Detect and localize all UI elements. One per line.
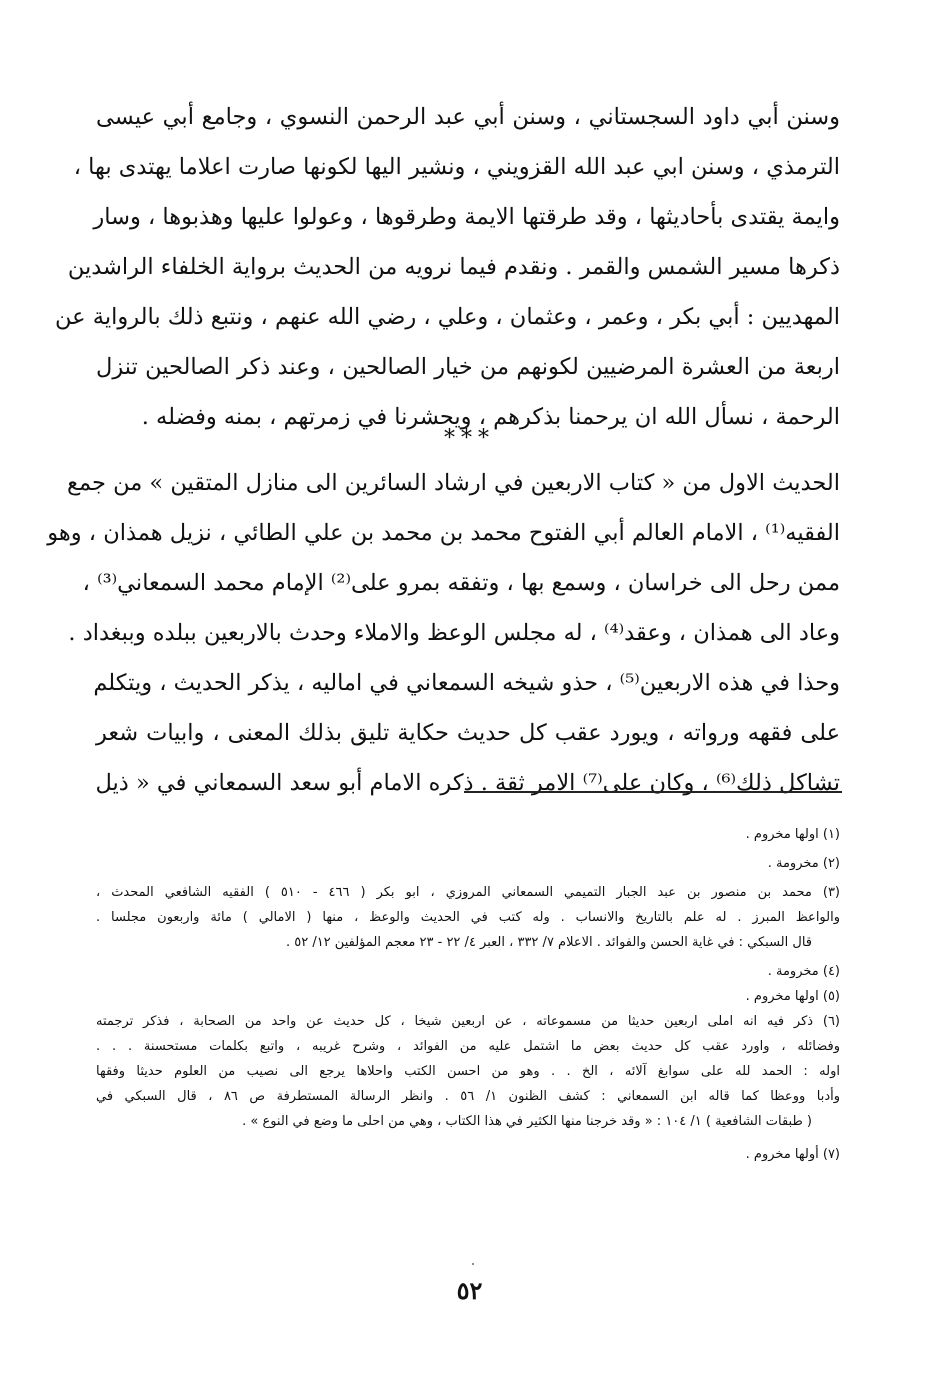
footnote-1: (١) اولها مخروم . — [745, 827, 840, 842]
text-line: وحذا في هذه الاربعين⁽⁵⁾ ، حذو شيخه السمعاني في اماليه ، يذكر الحديث ، ويتكلم — [93, 670, 840, 696]
footnote-3-line: والواعظ المبرز . له علم بالتاريخ والانساب . وله كتب في الحديث والوعظ ، منها ( الامالي ) مائة واربعون مجلسا . — [96, 910, 840, 925]
footnotes — [96, 822, 840, 1167]
page-number: ٥٢ — [456, 1276, 483, 1305]
footnote-divider — [464, 791, 842, 793]
text-line: ممن رحل الى خراسان ، وسمع بها ، وتفقه بمرو على⁽²⁾ الإمام محمد السمعاني⁽³⁾ ، — [82, 570, 840, 596]
text-line: وايمة يقتدى بأحاديثها ، وقد طرقتها الايمة وطرقوها ، وعولوا عليها وهذبوها ، وسار — [93, 204, 840, 230]
text-line: وعاد الى همذان ، وعقد⁽⁴⁾ ، له مجلس الوعظ والاملاء وحدث بالاربعين ببلده وببغداد . — [68, 620, 840, 646]
text-line: الحديث الاول من « كتاب الاربعين في ارشاد السائرين الى منازل المتقين » من جمع — [67, 470, 840, 496]
footnote-6-line: وفضائله ، واورد عقب كل حديث بعض ما اشتمل عليه من الفوائد ، وشرح غريبه ، واتبع بكلمات مستحسنة . . . — [96, 1039, 840, 1054]
footnote-6-line: ( طبقات الشافعية ) ١/ ١٠٤ : « وقد خرجنا منها الكثير في هذا الكتاب ، وهي من احلى ما وضع في النوع » . — [242, 1114, 812, 1129]
footnote-6-line: وأدبا ووعظا كما قاله ابن السمعاني : كشف الظنون ١/ ٥٦ . وانظر الرسالة المستطرفة ص ٨٦ ، قال السبكي في — [96, 1089, 840, 1104]
footnote-6-line: (٦) ذكر فيه انه املى اربعين حديثا من مسموعاته ، عن اربعين شيخا ، كل حديث عن واحد من الصحابة ، فذكر ترجمته — [96, 1014, 840, 1029]
text-line: وسنن أبي داود السجستاني ، وسنن أبي عبد الرحمن النسوي ، وجامع أبي عيسى — [96, 104, 840, 130]
text-line: الرحمة ، نسأل الله ان يرحمنا بذكرهم ، ويحشرنا في زمرتهم ، بمنه وفضله . — [141, 404, 840, 430]
footnote-4: (٤) مخرومة . — [767, 964, 840, 979]
footnote-6-line: اوله : الحمد لله على سوابغ آلائه ، الخ . . وهو من احسن الكتب واحلاها يرجع الى نصيب من العلوم حديثا وفقها — [96, 1064, 840, 1079]
text-line: على فقهه ورواته ، ويورد عقب كل حديث حكاية تليق بذلك المعنى ، وابيات شعر — [96, 720, 840, 746]
paragraph-first-hadith — [47, 458, 840, 808]
footnote-7: (٧) أولها مخروم . — [745, 1147, 840, 1162]
footnote-5: (٥) اولها مخروم . — [745, 989, 840, 1004]
text-line: الفقيه⁽¹⁾ ، الامام العالم أبي الفتوح محمد بن محمد بن علي الطائي ، نزيل همذان ، وهو — [47, 520, 840, 546]
text-line: الترمذي ، وسنن ابي عبد الله القزويني ، ونشير اليها لكونها صارت اعلاما يهتدى بها ، — [73, 154, 840, 180]
footnote-3-line: (٣) محمد بن منصور بن عبد الجبار التميمي السمعاني المروزي ، ابو بكر ( ٤٦٦ - ٥١٠ ) الفقيه الشافعي المحدث ، — [96, 885, 840, 900]
text-line: اربعة من العشرة المرضيين لكونهم من خيار الصالحين ، وعند ذكر الصالحين تنزل — [96, 354, 840, 380]
footnote-2: (٢) مخرومة . — [767, 856, 840, 871]
footnote-3-line: قال السبكي : في غاية الحسن والفوائد . الاعلام ٧/ ٣٣٢ ، العبر ٤/ ٢٢ - ٢٣ معجم المؤلفين ١٢/ ٥٢ . — [285, 935, 812, 950]
text-line: المهديين : أبي بكر ، وعمر ، وعثمان ، وعلي ، رضي الله عنهم ، ونتبع ذلك بالرواية عن — [55, 304, 840, 330]
scan-speck — [472, 1263, 474, 1265]
paragraph-intro — [55, 92, 840, 442]
text-line: ذكرها مسير الشمس والقمر . ونقدم فيما نرويه من الحديث برواية الخلفاء الراشدين — [67, 254, 840, 280]
text-line: تشاكل ذلك⁽⁶⁾ ، وكان على⁽⁷⁾ الامر ثقة . ذكره الامام أبو سعد السمعاني في « ذيل — [95, 770, 840, 796]
section-separator: *** — [444, 426, 495, 451]
